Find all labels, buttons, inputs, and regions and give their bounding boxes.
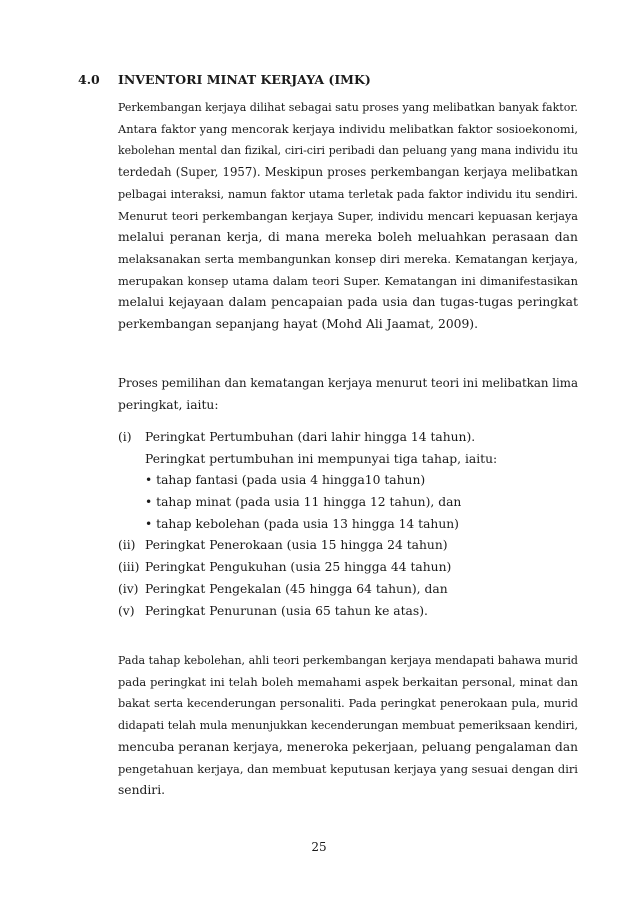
bullet-text: • tahap kebolehan (pada usia 13 hingga 14 tahun) (145, 516, 459, 531)
paragraph-line: merupakan konsep utama dalam teori Super. Kematangan ini dimanifestasikan (118, 273, 578, 288)
list-marker: (ii) (118, 538, 136, 553)
paragraph-line: Menurut teori perkembangan kerjaya Super, individu mencari kepuasan kerjaya (118, 209, 578, 223)
list-marker: (v) (118, 603, 135, 618)
paragraph-2 (118, 373, 578, 416)
paragraph-line: pengetahuan kerjaya, dan membuat keputusan kerjaya yang sesuai dengan diri (118, 761, 578, 776)
paragraph-line: pada peringkat ini telah boleh memahami aspek berkaitan personal, minat dan (118, 674, 578, 689)
paragraph-line: Pada tahap kebolehan, ahli teori perkembangan kerjaya mendapati bahawa murid (118, 654, 578, 667)
paragraph-1 (118, 97, 578, 336)
paragraph-line: Proses pemilihan dan kematangan kerjaya menurut teori ini melibatkan lima (118, 376, 578, 390)
list-item-text: Peringkat Pengekalan (45 hingga 64 tahun), dan (145, 581, 448, 596)
list-item-text: Peringkat Penurunan (usia 65 tahun ke atas). (145, 603, 428, 618)
paragraph-line: peringkat, iaitu: (118, 397, 219, 412)
paragraph-line: didapati telah mula menunjukkan kecenderungan membuat pemeriksaan kendiri, (118, 719, 578, 733)
paragraph-line: sendiri. (118, 783, 166, 798)
page-number: 25 (311, 840, 327, 854)
paragraph-line: bakat serta kecenderungan personaliti. Pada peringkat penerokaan pula, murid (118, 697, 578, 711)
bullet-text: • tahap fantasi (pada usia 4 hingga10 tahun) (145, 473, 426, 488)
list-marker: (iii) (118, 560, 140, 575)
paragraph-line: kebolehan mental dan fizikal, ciri-ciri peribadi dan peluang yang mana individu itu (118, 144, 578, 158)
paragraph-line: Perkembangan kerjaya dilihat sebagai satu proses yang melibatkan banyak faktor. (118, 101, 578, 114)
paragraph-line: melaksanakan serta membangunkan konsep diri mereka. Kematangan kerjaya, (118, 251, 578, 266)
list-item-text: Peringkat pertumbuhan ini mempunyai tiga tahap, iaitu: (145, 451, 498, 466)
section-number: 4.0 (78, 72, 100, 87)
paragraph-line: mencuba peranan kerjaya, meneroka pekerjaan, peluang pengalaman dan (118, 739, 578, 754)
paragraph-line: perkembangan sepanjang hayat (Mohd Ali Jaamat, 2009). (118, 317, 478, 332)
bullet-text: • tahap minat (pada usia 11 hingga 12 tahun), dan (145, 495, 462, 510)
list-item-text: Peringkat Pertumbuhan (dari lahir hingga 14 tahun). (145, 430, 476, 444)
paragraph-line: Antara faktor yang mencorak kerjaya individu melibatkan faktor sosioekonomi, (118, 121, 578, 136)
list-marker: (iv) (118, 581, 139, 596)
paragraph-line: melalui kejayaan dalam pencapaian pada usia dan tugas-tugas peringkat (118, 295, 578, 310)
section-title: INVENTORI MINAT KERJAYA (IMK) (118, 72, 371, 87)
paragraph-line: pelbagai interaksi, namun faktor utama terletak pada faktor individu itu sendiri. (118, 187, 578, 201)
paragraph-3 (118, 650, 578, 802)
list-marker: (i) (118, 430, 132, 444)
paragraph-line: melalui peranan kerja, di mana mereka boleh meluahkan perasaan dan (118, 230, 578, 245)
list-item-text: Peringkat Pengukuhan (usia 25 hingga 44 tahun) (145, 560, 452, 575)
paragraph-line: terdedah (Super, 1957). Meskipun proses perkembangan kerjaya melibatkan (118, 165, 578, 180)
list-item-text: Peringkat Penerokaan (usia 15 hingga 24 tahun) (145, 538, 448, 553)
